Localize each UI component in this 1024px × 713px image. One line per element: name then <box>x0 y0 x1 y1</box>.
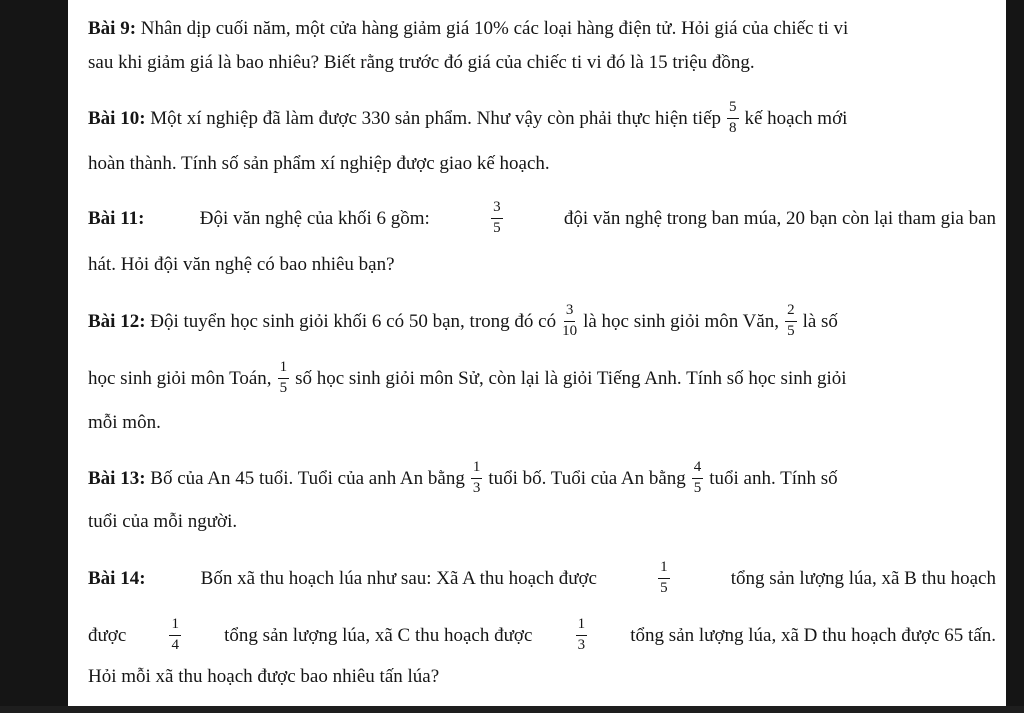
fraction-numerator: 4 <box>692 460 704 479</box>
problem-text: Nhân dịp cuối năm, một cửa hàng giảm giá 10% các loại hàng điện tử. Hỏi giá của chiếc ti vi <box>140 18 849 39</box>
fraction-numerator: 1 <box>169 617 181 636</box>
problem-text: Đội tuyển học sinh giỏi khối 6 có 50 bạn, trong đó có <box>150 310 557 332</box>
fraction <box>692 460 704 497</box>
fraction-denominator: 5 <box>493 219 501 236</box>
problem-text: học sinh giỏi môn Toán, <box>88 367 272 389</box>
fraction-numerator: 3 <box>564 303 576 322</box>
problem-label: Bài 9: <box>88 18 137 39</box>
fraction <box>278 360 290 397</box>
problem-text: được <box>88 624 127 646</box>
problem-text: hoàn thành. Tính số sản phẩm xí nghiệp được giao kế hoạch. <box>88 153 550 174</box>
fraction-numerator: 3 <box>491 200 503 219</box>
document-page <box>68 0 1006 713</box>
problem-text: kế hoạch mới <box>744 107 848 129</box>
fraction-denominator: 4 <box>171 636 179 653</box>
problem-text: tổng sản lượng lúa, xã C thu hoạch được <box>224 624 533 646</box>
fraction-numerator: 1 <box>471 460 483 479</box>
problem-text: Một xí nghiệp đã làm được 330 sản phẩm. Như vậy còn phải thực hiện tiếp <box>150 107 721 129</box>
fraction-numerator: 5 <box>727 100 739 119</box>
problem-label: Bài 12: <box>88 310 146 332</box>
fraction-denominator: 5 <box>787 322 795 339</box>
fraction <box>562 303 577 340</box>
problem-text: tổng sản lượng lúa, xã D thu hoạch được 65 tấn. <box>630 624 996 646</box>
problem-text: tuổi bố. Tuổi của An bằng <box>488 467 686 489</box>
problem-text: Bốn xã thu hoạch lúa như sau: Xã A thu hoạch được <box>200 567 597 589</box>
fraction-denominator: 5 <box>693 479 702 496</box>
fraction <box>491 200 503 237</box>
problem-text: là học sinh giỏi môn Văn, <box>583 310 780 332</box>
fraction-denominator: 10 <box>562 322 578 339</box>
problem-text: hát. Hỏi đội văn nghệ có bao nhiêu bạn? <box>88 254 395 275</box>
fraction-denominator: 3 <box>472 479 481 496</box>
fraction-denominator: 8 <box>729 119 737 136</box>
fraction <box>576 617 588 654</box>
problem-text: mỗi môn. <box>88 412 161 433</box>
problem-text: Hỏi mỗi xã thu hoạch được bao nhiêu tấn lúa? <box>88 666 440 687</box>
problem-label: Bài 11: <box>88 207 145 229</box>
fraction <box>785 303 797 340</box>
problem-label: Bài 13: <box>88 467 146 489</box>
fraction <box>658 560 670 597</box>
fraction-numerator: 1 <box>658 560 670 579</box>
problem-text: Bố của An 45 tuổi. Tuổi của anh An bằng <box>150 467 465 489</box>
fraction-numerator: 1 <box>278 360 290 379</box>
problem-text: là số <box>802 310 838 332</box>
bottom-edge <box>0 706 1024 713</box>
fraction-numerator: 1 <box>576 617 588 636</box>
fraction <box>169 617 181 654</box>
problem-label: Bài 14: <box>88 567 146 589</box>
problem-text: số học sinh giỏi môn Sử, còn lại là giỏi Tiếng Anh. Tính số học sinh giỏi <box>295 367 847 389</box>
fraction-numerator: 2 <box>785 303 797 322</box>
problem-text: Đội văn nghệ của khối 6 gồm: <box>199 207 430 229</box>
problem-text: tổng sản lượng lúa, xã B thu hoạch <box>730 567 996 589</box>
problem-text: tuổi của mỗi người. <box>88 511 238 532</box>
fraction-denominator: 5 <box>279 379 288 396</box>
problem-label: Bài 10: <box>88 107 146 129</box>
fraction <box>727 100 739 137</box>
problem-text: tuổi anh. Tính số <box>709 467 838 489</box>
fraction <box>471 460 483 497</box>
fraction-denominator: 5 <box>660 579 668 596</box>
fraction-denominator: 3 <box>577 636 586 653</box>
problem-text: sau khi giảm giá là bao nhiêu? Biết rằng trước đó giá của chiếc ti vi đó là 15 triệu đồng. <box>88 52 755 73</box>
problem-text: đội văn nghệ trong ban múa, 20 bạn còn lại tham gia ban <box>563 207 996 229</box>
